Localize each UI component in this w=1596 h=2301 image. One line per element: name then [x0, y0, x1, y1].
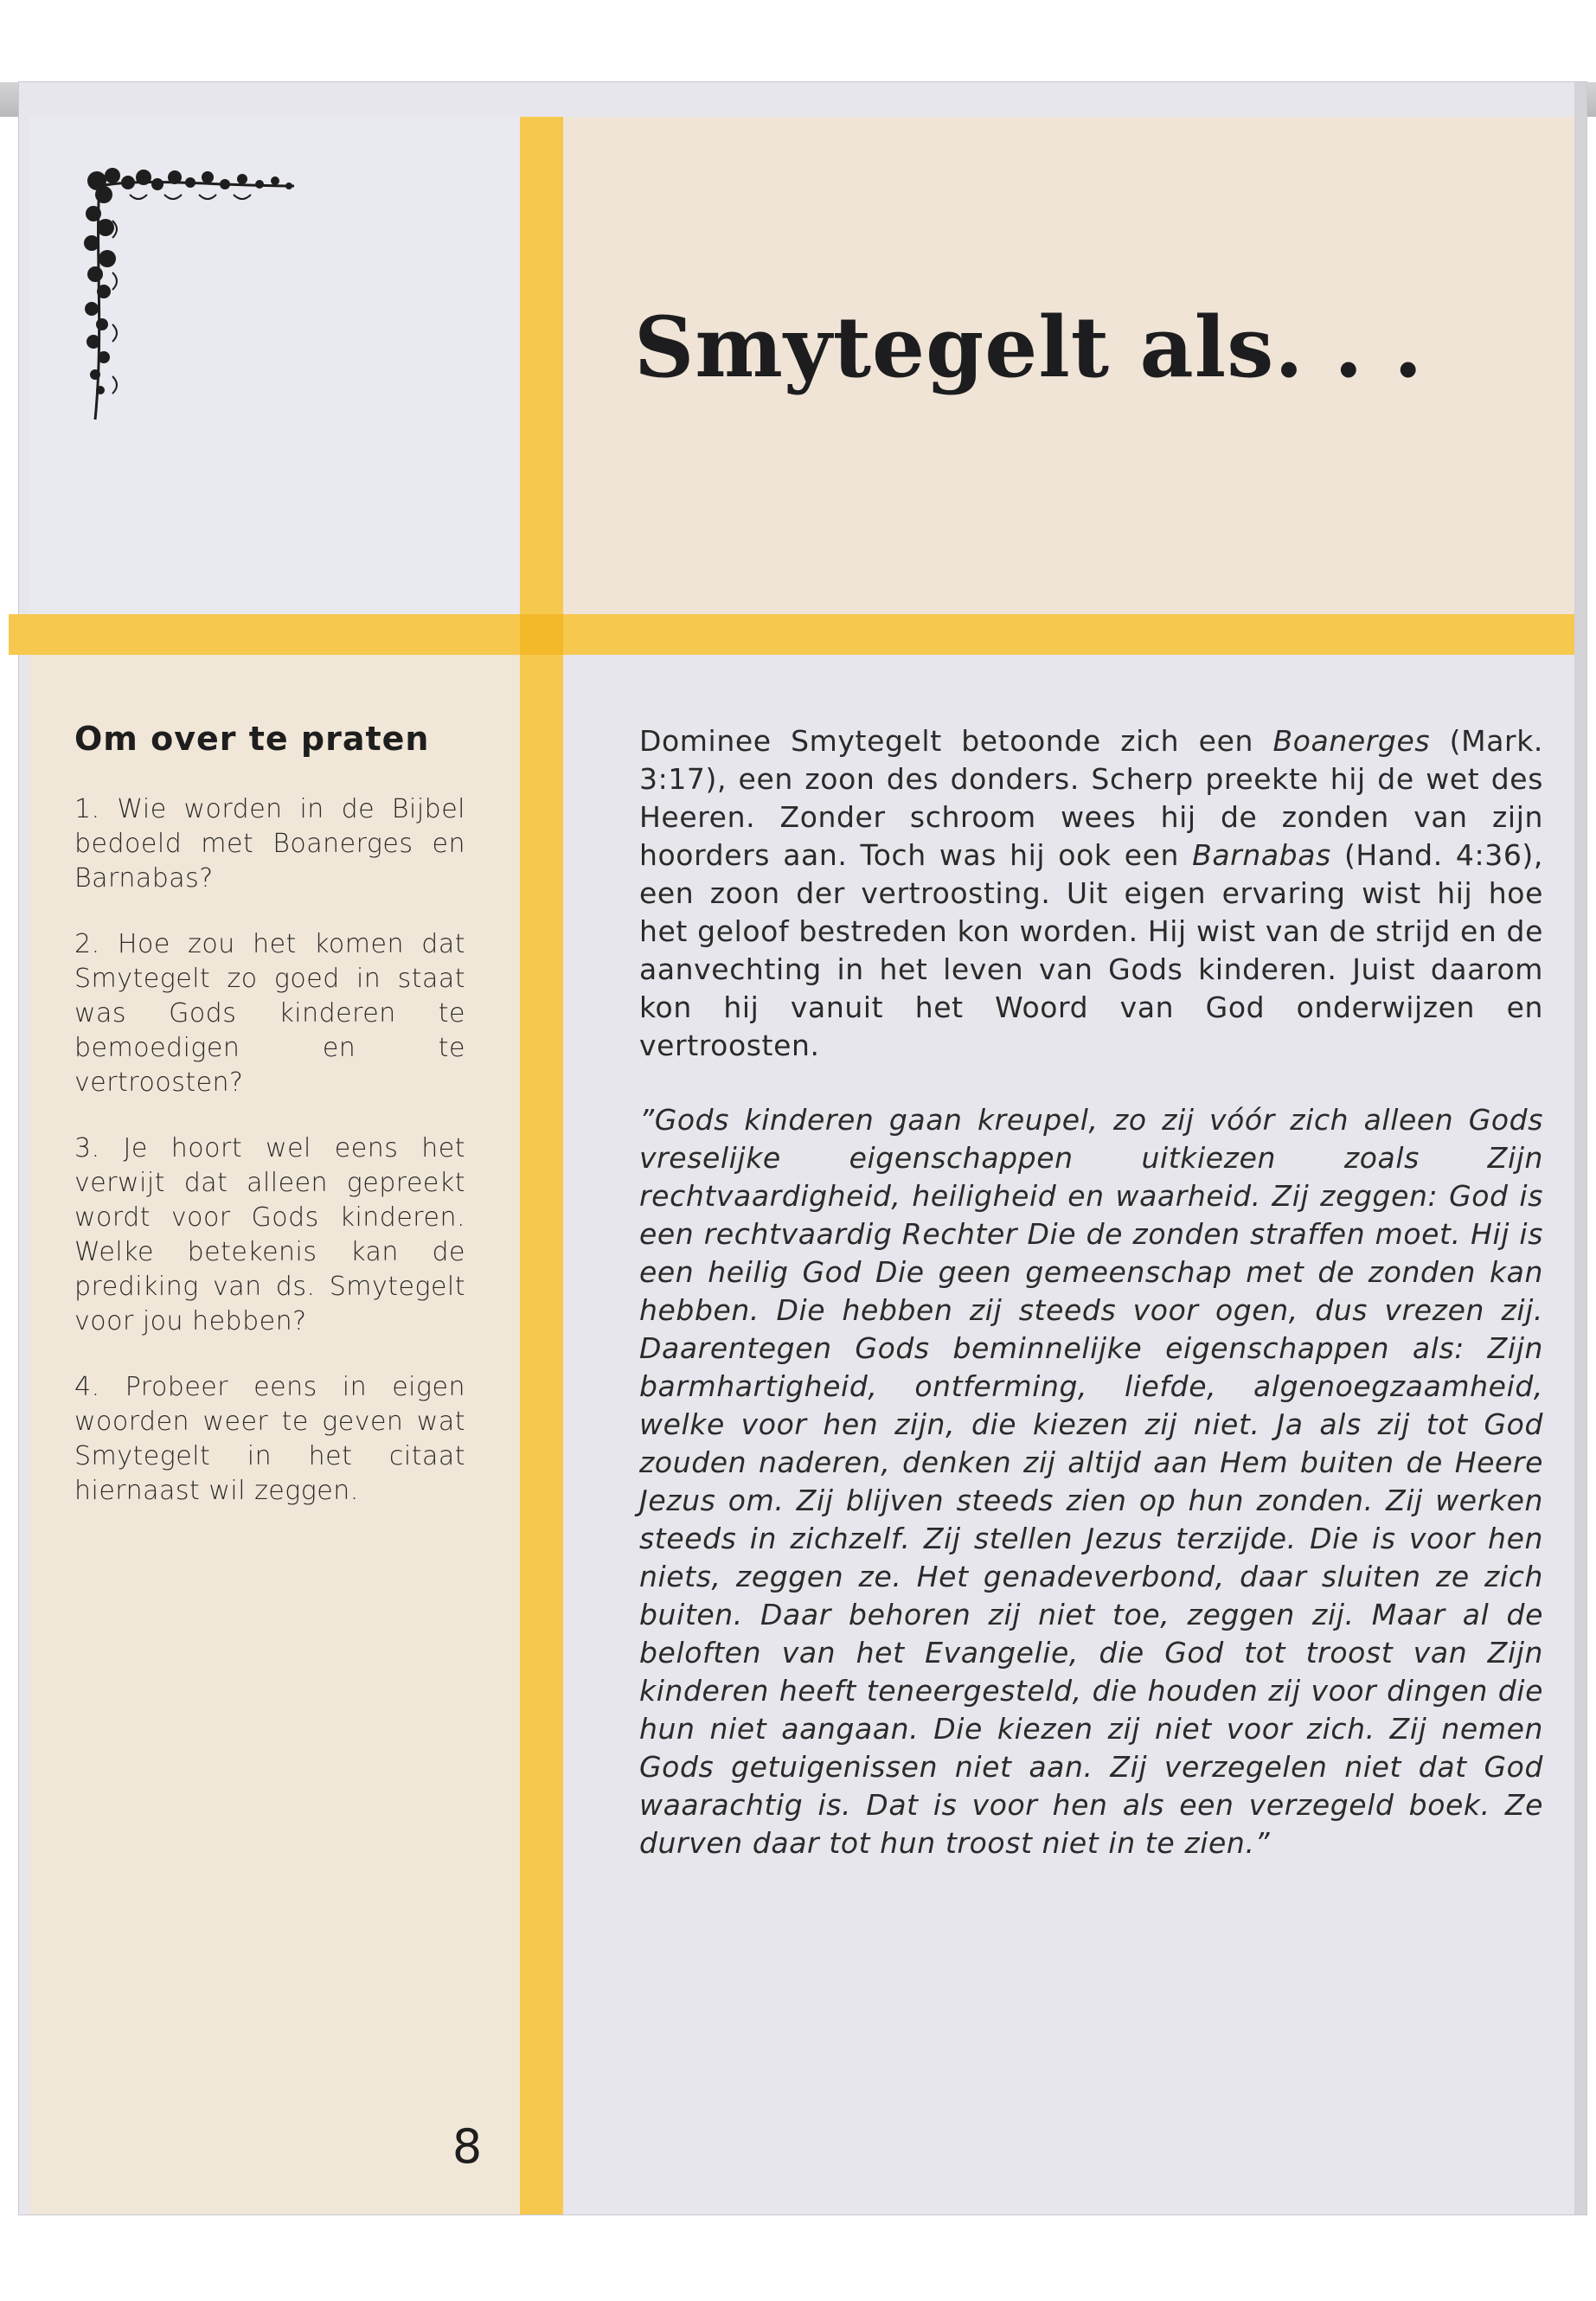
- accent-bar-crossing: [520, 614, 563, 655]
- horizontal-accent-bar: [9, 614, 1586, 655]
- intro-paragraph: [639, 722, 1543, 1065]
- barnabas-term: Barnabas: [1192, 838, 1331, 872]
- page-number: 8: [452, 2119, 483, 2174]
- vertical-accent-bar: [520, 117, 563, 2214]
- intro-text: (Hand. 4:36), een zoon der vertroosting. Uit eigen ervaring wist hij hoe het geloof bestreden kon worden. Hij wist van de strijd en de aanvechting in het leven van Gods kinderen. Juist daarom kon hij vanuit het Woord van God onderwijzen en vertroosten.: [639, 838, 1543, 1062]
- floral-corner-icon: [78, 160, 303, 428]
- intro-text: (Mark. 3:17), een zoon des donders. Scherp preekte hij de wet des Heeren. Zonder schroom wees hij de zonden van zijn hoorders aan. Toch was hij ook een: [639, 724, 1543, 872]
- book-right-edge: [1574, 82, 1586, 2214]
- main-text: [639, 722, 1543, 1862]
- question-item: 1. Wie worden in de Bijbel bedoeld met Boanerges en Barnabas?: [74, 794, 465, 894]
- question-item: 4. Probeer eens in eigen woorden weer te geven wat Smytegelt in het citaat hiernaast wil zeggen.: [74, 1372, 465, 1506]
- smytegelt-quote: ”Gods kinderen gaan kreupel, zo zij vóór zich alleen Gods vreselijke eigenschappen uitkiezen zoals Zijn rechtvaardigheid, heiligheid en waarheid. Zij zeggen: God is een rechtvaardig Rechter Die de zonden straffen moet. Hij is een heilig God Die geen gemeenschap met de zonden kan hebben. Die hebben zij steeds voor ogen, dus vrezen zij. Daarentegen Gods beminnelijke eigenschappen als: Zijn barmhartigheid, ontferming, liefde, algenoegzaamheid, welke voor hen zijn, die kiezen zij niet. Ja als zij tot God zouden naderen, denken zij altijd aan Hem buiten de Heere Jezus om. Zij blijven steeds zien op hun zonden. Zij werken steeds in zichzelf. Zij stellen Jezus terzijde. Die is voor hen niets, zeggen ze. Het genadeverbond, daar sluiten ze zich buiten. Daar behoren zij niet toe, zeggen zij. Maar al de beloften van het Evangelie, die God tot troost van Zijn kinderen heeft teneergesteld, die houden zij voor dingen die hun niet aangaan. Die kiezen zij niet voor zich. Zij nemen Gods getuigenissen niet aan. Zij verzegelen niet dat God waarachtig is. Dat is voor hen als een verzegeld boek. Ze durven daar tot hun troost niet in te zien.”: [639, 1103, 1543, 1860]
- boanerges-term: Boanerges: [1272, 724, 1431, 758]
- sidebar-heading: Om over te praten: [74, 720, 430, 758]
- question-item: 3. Je hoort wel eens het verwijt dat alleen gepreekt wordt voor Gods kinderen. Welke betekenis kan de prediking van ds. Smytegelt voor jou hebben?: [74, 1133, 465, 1336]
- question-item: 2. Hoe zou het komen dat Smytegelt zo goed in staat was Gods kinderen te bemoedigen en te vertroosten?: [74, 929, 465, 1098]
- discussion-sidebar: [74, 720, 465, 1540]
- intro-text: Dominee Smytegelt betoonde zich een: [639, 724, 1273, 758]
- page-title: Smytegelt als. . .: [634, 298, 1424, 396]
